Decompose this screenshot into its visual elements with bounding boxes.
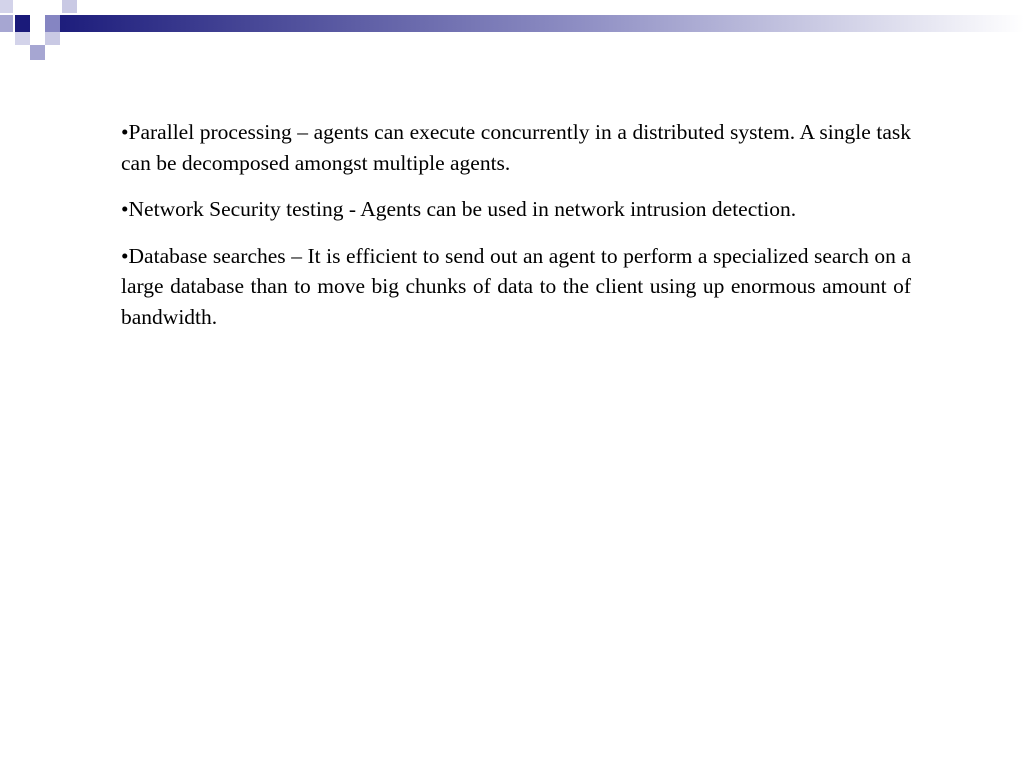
bullet-network-security: •Network Security testing - Agents can be used in network intrusion detection. [121, 197, 797, 221]
deco-square-light-bottom [45, 32, 60, 45]
header-gradient-bar [45, 15, 1024, 32]
slide-body [121, 117, 911, 348]
deco-square-dark [15, 15, 30, 32]
bullet-parallel-processing: •Parallel processing – agents can execute concurrently in a distributed system. A single task can be decomposed amongst multiple agents. [121, 120, 911, 175]
deco-square-mid-right [45, 15, 60, 32]
header-decoration-graphic [0, 0, 1024, 70]
bullet-database-searches: •Database searches – It is efficient to send out an agent to perform a specialized search on a large database than to move big chunks of data to the client using up enormous amount of bandwidth. [121, 243, 911, 329]
deco-square-lower [30, 45, 45, 60]
deco-square-mid-left [0, 15, 13, 32]
deco-square-light-top [62, 0, 77, 13]
header-decoration [0, 0, 1024, 70]
deco-square-pale-top [0, 0, 13, 13]
deco-square-pale-bottom [15, 32, 30, 45]
